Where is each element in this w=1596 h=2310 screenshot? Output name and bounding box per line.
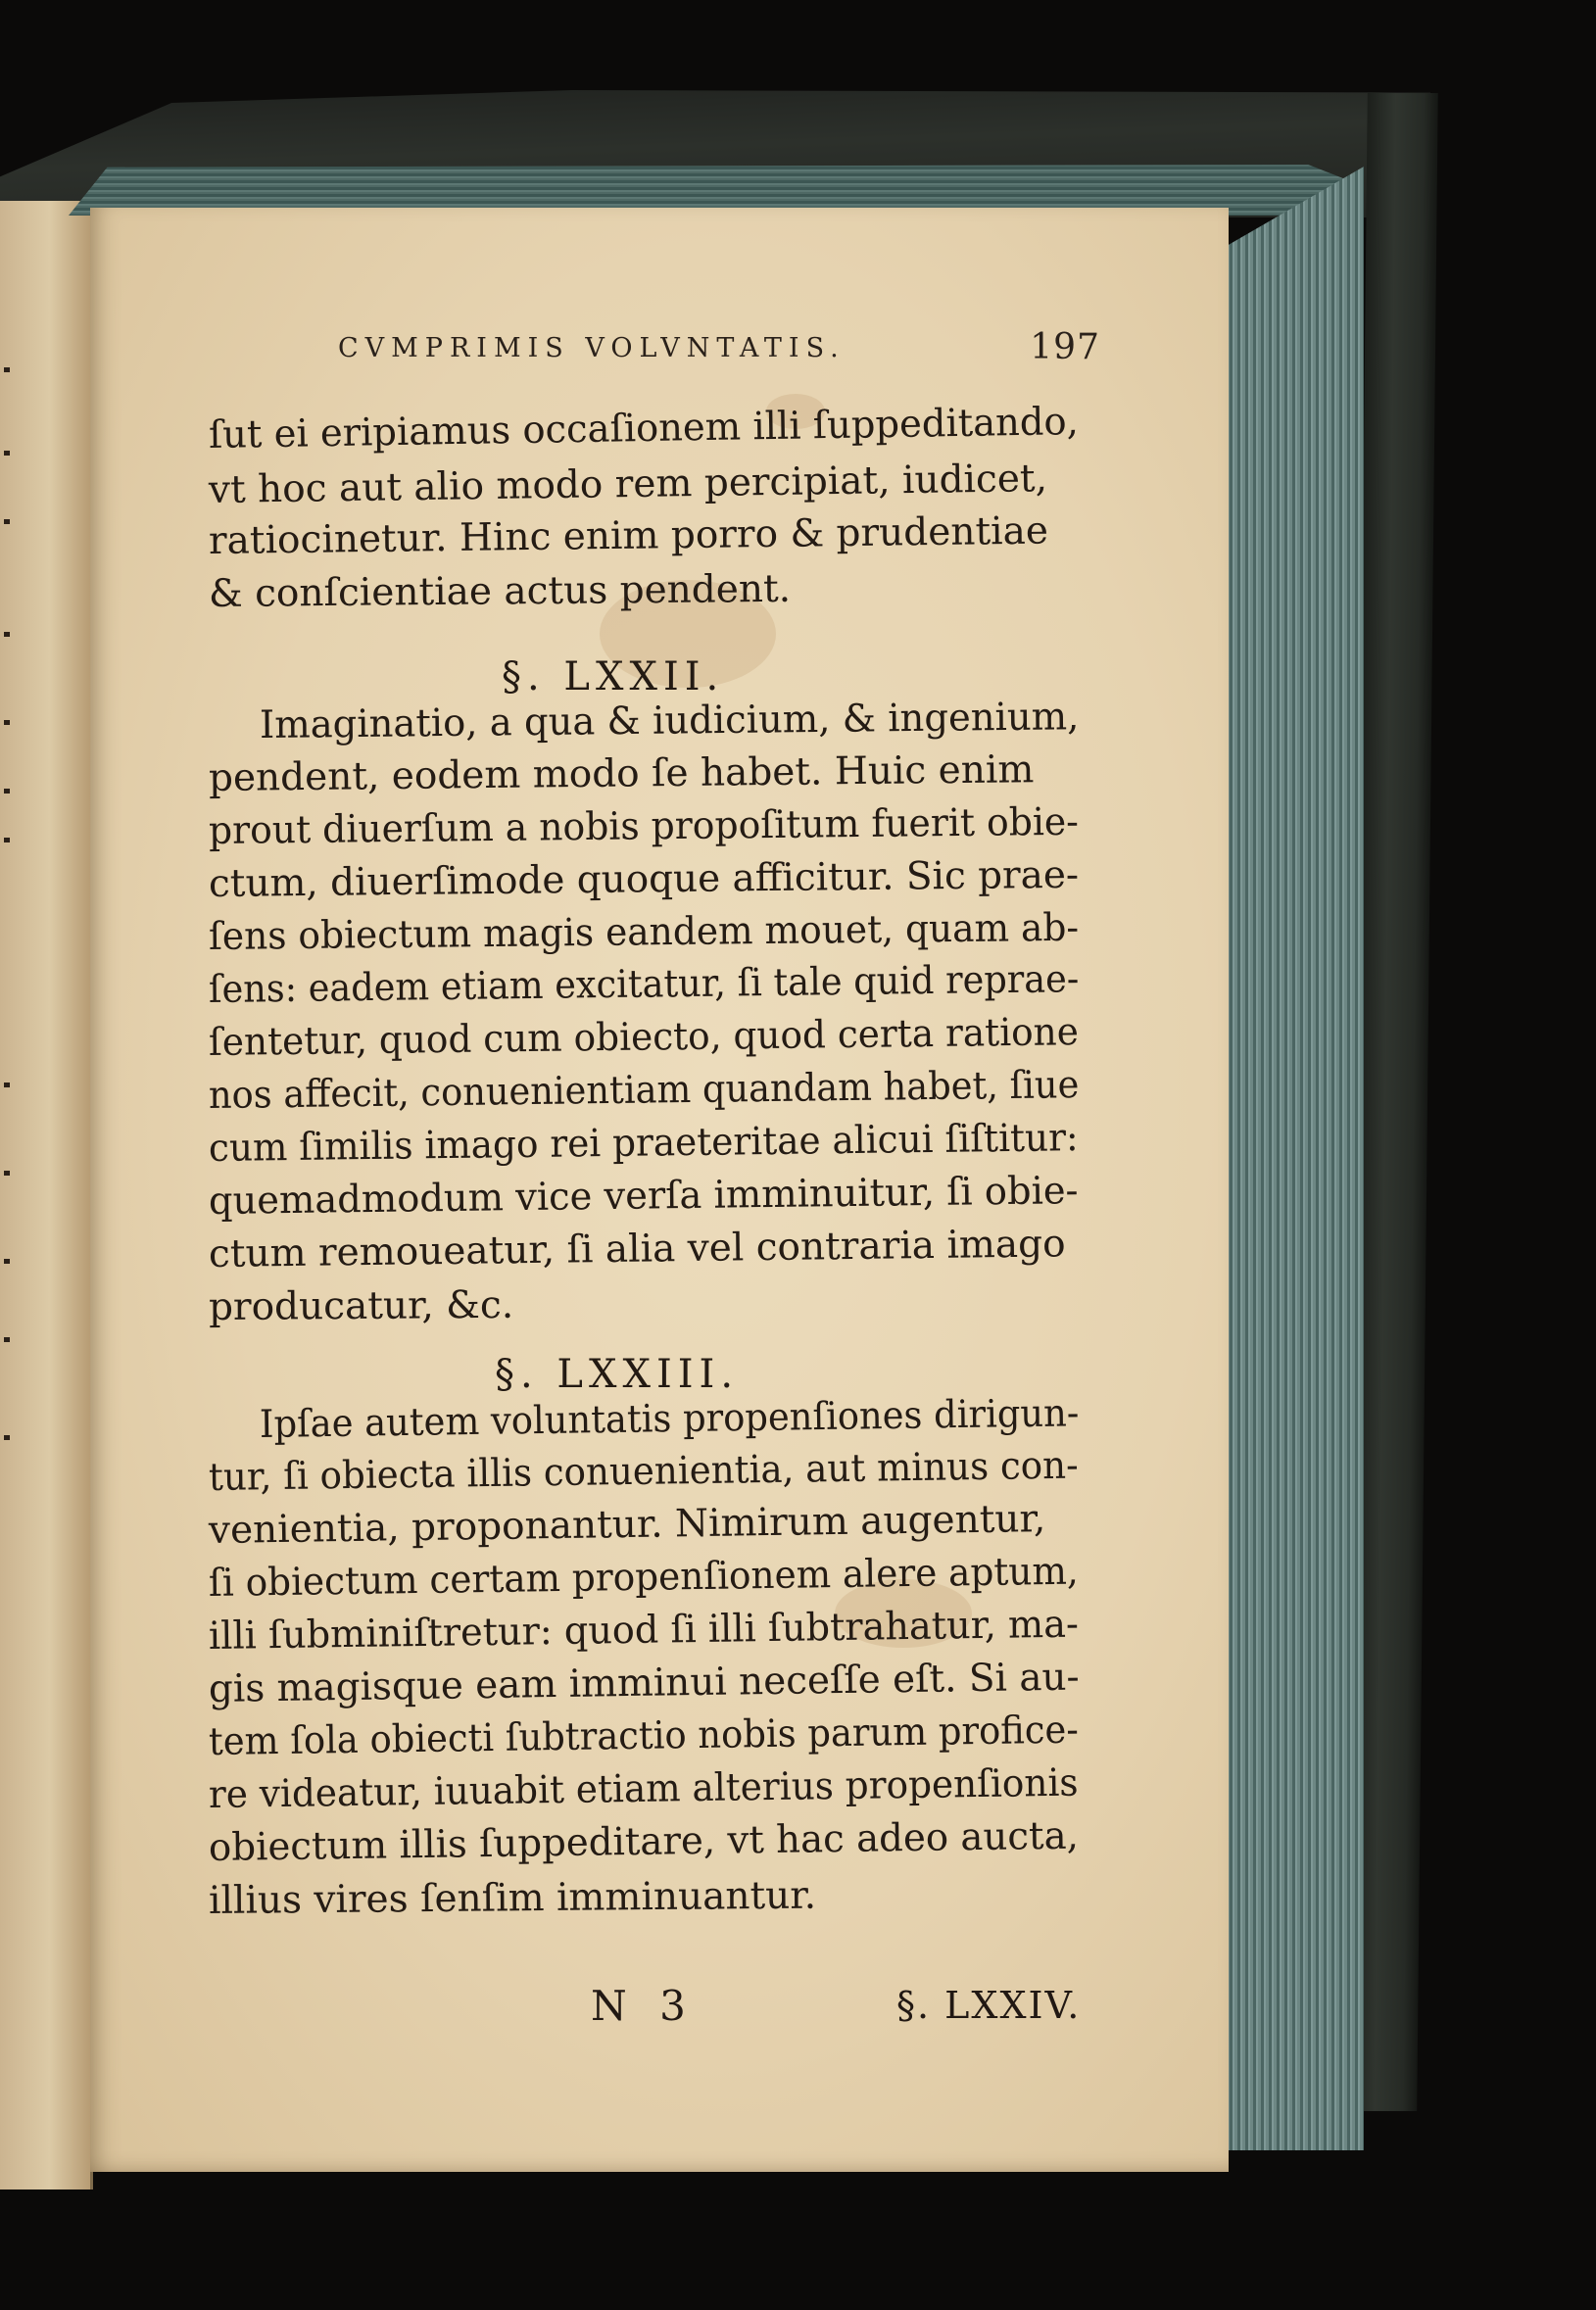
page-block-fore-edge [1227,167,1364,2150]
text-line: ſens: eadem etiam excitatur, ſi tale quid reprae- [208,957,1080,1012]
text-line: tur, ſi obiecta illis conuenientia, aut minus con- [208,1443,1079,1500]
text-line: illi ſubminiſtretur: quod ſi illi ſubtrahatur, ma- [208,1602,1080,1659]
page-number: 197 [1030,327,1100,367]
text-line: ctum, diuerſimode quoque afficitur. Sic prae- [208,852,1080,906]
text-line: ratiocinetur. Hinc enim porro & prudentiae [208,508,1049,563]
text-line: producatur, &c. [208,1282,514,1329]
text-line: & conſcientiae actus pendent. [208,566,792,616]
text-line: pendent, eodem modo ſe habet. Huic enim [208,747,1035,800]
text-line: quemadmodum vice verſa imminuitur, ſi obie- [208,1169,1079,1224]
text-line: tem ſola obiecti ſubtractio nobis parum profice- [208,1708,1080,1764]
text-line: gis magisque eam imminui neceſſe eſt. Si au- [208,1655,1080,1711]
signature-mark: N 3 [591,1982,696,2030]
text-line: vt hoc aut alio modo rem percipiat, iudicet, [208,457,1048,512]
text-line: venientia, proponantur. Nimirum augentur, [208,1497,1046,1553]
section-heading: §. LXXIII. [495,1352,740,1397]
facing-page-edge [0,201,93,2190]
text-line: ſens obiectum magis eandem mouet, quam ab- [208,905,1080,959]
ink-mark [4,1171,10,1176]
text-line: Imaginatio, a qua & iudicium, & ingenium, [259,695,1080,747]
ink-mark [4,632,10,637]
text-line: ctum remoueatur, ſi alia vel contraria imago [208,1222,1066,1276]
ink-mark [4,1083,10,1087]
ink-mark [4,1337,10,1342]
ink-mark [4,789,10,794]
ink-mark [4,519,10,524]
ink-mark [4,451,10,456]
ink-mark [4,720,10,725]
ink-mark [4,367,10,372]
ink-mark [4,838,10,842]
ink-mark [4,1259,10,1264]
ink-mark [4,1435,10,1440]
text-line: cum ſimilis imago rei praeteritae alicui ſiſtitur: [208,1116,1079,1171]
text-line: nos affecit, conuenientiam quandam habet, ſiue [208,1063,1080,1118]
text-line: re videatur, iuuabit etiam alterius propenſionis [208,1760,1079,1817]
running-head-title: CVMPRIMIS VOLVNTATIS. [338,333,846,363]
catchword: §. LXXIV. [896,1984,1082,2027]
text-line: ſentetur, quod cum obiecto, quod certa ratione [208,1010,1080,1065]
text-line: obiectum illis ſuppeditare, vt hac adeo aucta, [208,1813,1080,1870]
section-heading: §. LXXII. [502,654,725,699]
text-line: prout diuerſum a nobis propoſitum fuerit obie- [208,799,1080,853]
text-line: ſut ei eripiamus occaſionem illi ſuppeditando, [208,400,1080,457]
text-line: illius vires ſenſim imminuantur. [208,1873,817,1923]
running-head [248,327,1100,382]
text-line: Ipſae autem voluntatis propenſiones dirigun- [259,1391,1080,1447]
text-line: ſi obiectum certam propenſionem alere aptum, [208,1549,1080,1606]
